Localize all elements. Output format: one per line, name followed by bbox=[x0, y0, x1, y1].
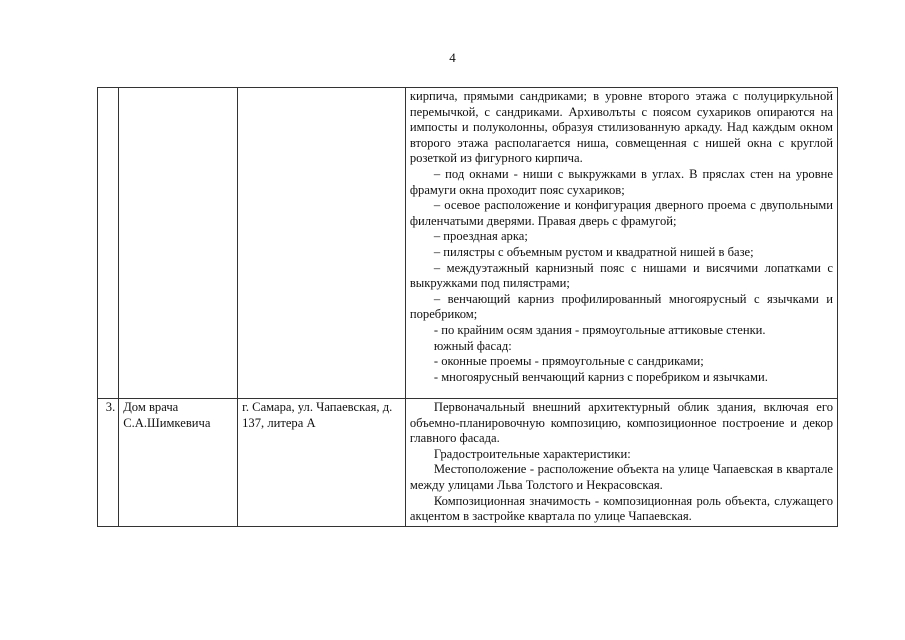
description-text bbox=[410, 89, 833, 385]
description-paragraph: Композиционная значимость - композиционная роль объекта, служащего акцентом в застройке квартала по улице Чапаевская. bbox=[409, 493, 833, 524]
description-cell bbox=[405, 88, 837, 399]
description-paragraph: – проездная арка; bbox=[433, 229, 528, 244]
object-name-cell: Дом врача С.А.Шимкевича bbox=[119, 399, 238, 527]
description-paragraph: – осевое расположение и конфигурация дверного проема с двупольными филенчатыми дверями. Правая дверь с фрамугой; bbox=[409, 198, 833, 228]
description-paragraph: – междуэтажный карнизный пояс с нишами и висячими лопатками с выкружками под пилястрами; bbox=[409, 260, 833, 291]
description-paragraph: - многоярусный венчающий карниз с поребриком и язычками. bbox=[433, 369, 768, 384]
description-paragraph: – под окнами - ниши с выкружками в углах. В пряслах стен на уровне фрамуги окна проходит пояс сухариков; bbox=[409, 166, 833, 197]
address-cell bbox=[238, 88, 406, 399]
description-paragraph: – венчающий карниз профилированный многоярусный с язычками и поребриком; bbox=[409, 291, 833, 322]
table-row bbox=[98, 88, 838, 399]
description-paragraph: южный фасад: bbox=[433, 338, 512, 353]
description-cell bbox=[405, 399, 837, 527]
address-cell: г. Самара, ул. Чапаевская, д. 137, литера А bbox=[238, 399, 406, 527]
description-paragraph: - оконные проемы - прямоугольные с сандриками; bbox=[433, 354, 704, 369]
description-paragraph: - по крайним осям здания - прямоугольные аттиковые стенки. bbox=[433, 322, 766, 337]
table-row bbox=[98, 399, 838, 527]
object-name-cell bbox=[119, 88, 238, 399]
description-paragraph: – пилястры с объемным рустом и квадратной нишей в базе; bbox=[433, 244, 754, 259]
description-paragraph: Местоположение - расположение объекта на улице Чапаевская в квартале между улицами Льва Толстого и Некрасовская. bbox=[409, 462, 833, 492]
description-paragraph: Первоначальный внешний архитектурный облик здания, включая его объемно-планировочную композицию, композиционное построение и декор главного фасада. bbox=[409, 400, 833, 446]
description-paragraph: Градостроительные характеристики: bbox=[433, 446, 631, 461]
description-text bbox=[410, 400, 833, 525]
row-number-cell: 3. bbox=[98, 399, 119, 527]
heritage-table bbox=[97, 87, 838, 527]
description-paragraph: кирпича, прямыми сандриками; в уровне второго этажа с полуциркульной перемычкой, с сандриками. Архиволъты с поясом сухариков опираются на импосты и полуколонны, образуя стилизованную аркаду. Над каждым окном второго этажа располагается ниша, совмещенная с нишей окна с круглой розеткой из фигурного кирпича. bbox=[409, 89, 833, 166]
page-number: 4 bbox=[449, 50, 456, 65]
row-number-cell bbox=[98, 88, 119, 399]
